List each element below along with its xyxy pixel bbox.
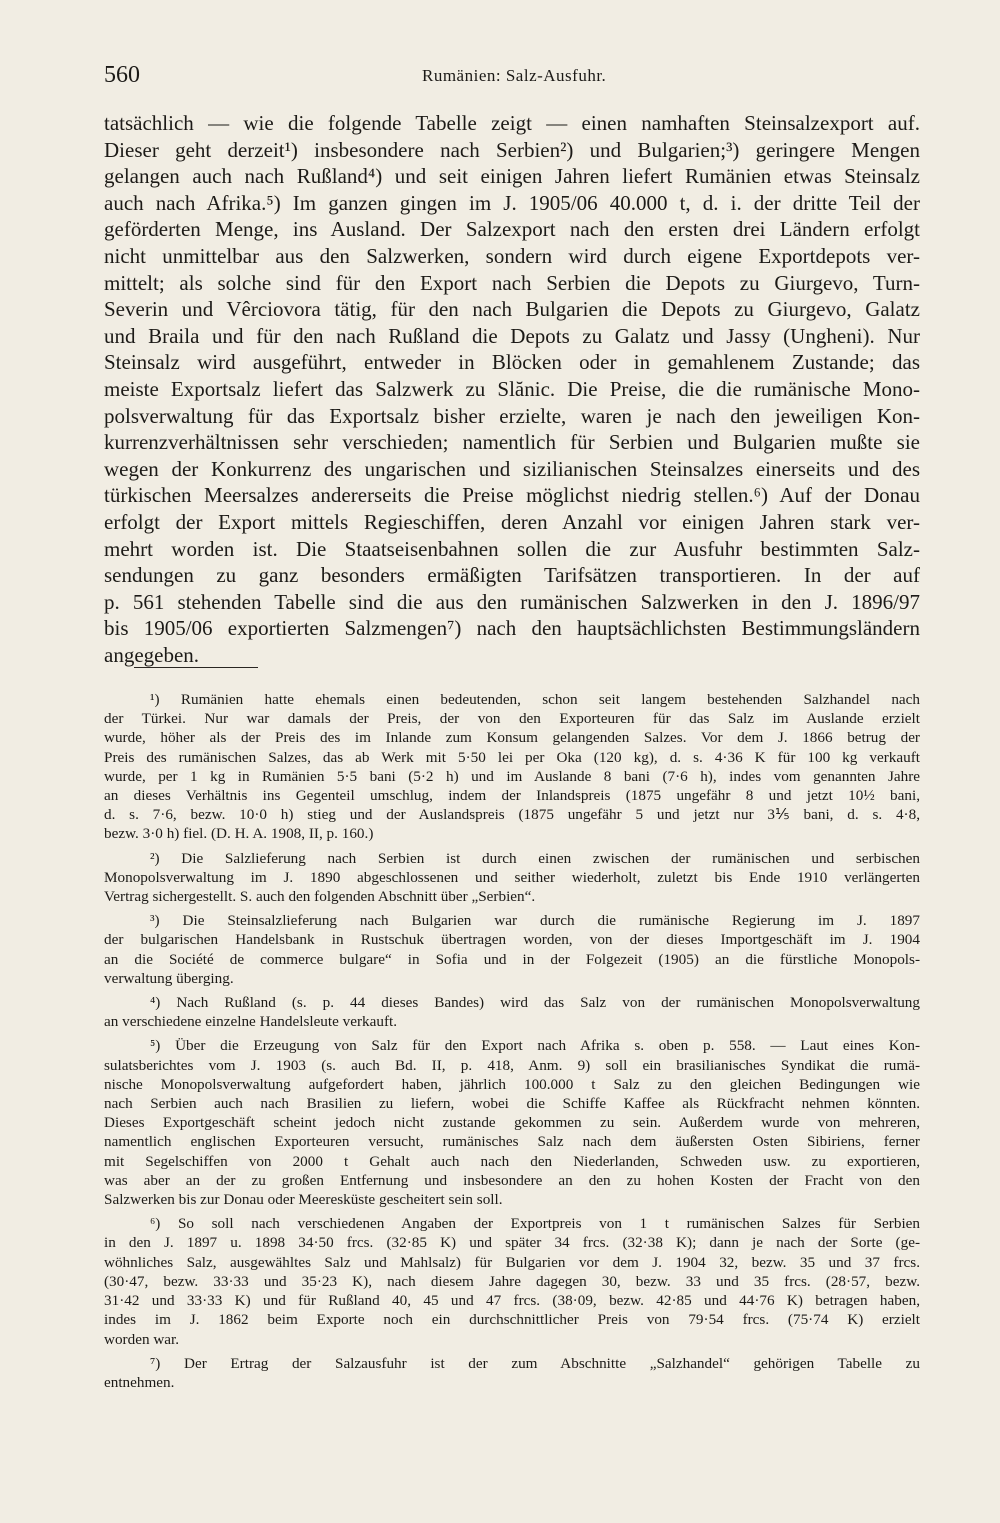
footnote-line: in den J. 1897 u. 1898 34·50 frcs. (32·85 K) und später 34 frcs. (32·38 K); dann je nach der Sorte (ge- [104, 1234, 920, 1252]
footnote-separator [134, 667, 258, 668]
footnote [104, 1354, 920, 1392]
body-line: wegen der Konkurrenz des ungarischen und sizilianischen Steinsalzes einerseits und des [104, 456, 920, 481]
footnote-line: Vertrag sichergestellt. S. auch den folgenden Abschnitt über „Serbien“. [104, 888, 536, 906]
footnote-line: nische Monopolsverwaltung aufgefordert haben, jährlich 100.000 t Salz zu den gleichen Bedingungen wie [104, 1075, 920, 1093]
running-head: Rumänien: Salz-Ausfuhr. [422, 66, 607, 85]
footnote [104, 690, 920, 844]
footnote-line: Salzwerken bis zur Donau oder Meeresküste gescheitert sein soll. [104, 1191, 503, 1209]
body-line: Steinsalz wird ausgeführt, entweder in Blöcken oder in gemahlenem Zustande; das [104, 350, 920, 375]
footnote-line: der Türkei. Nur war damals der Preis, der von den Exporteuren für das Salz im Auslande erzielt [104, 710, 920, 728]
body-line: nicht unmittelbar aus den Salzwerken, sondern wird durch eigene Exportdepots ver- [104, 243, 920, 268]
footnote-line: wöhnliches Salz, ausgewähltes Salz und Mahlsalz) für Bulgarien vor dem J. 1904 32, bezw. 35 und 37 frcs. [104, 1253, 920, 1271]
footnote-line: mit Segelschiffen von 2000 t Gehalt auch nach den Niederlanden, Schweden usw. zu exportieren, [104, 1152, 920, 1170]
footnote-line: ²) Die Salzlieferung nach Serbien ist durch einen zwischen der rumänischen und serbischen [150, 849, 920, 867]
body-line: und Braila und für den nach Rußland die Depots zu Galatz und Jassy (Ungheni). Nur [104, 323, 920, 348]
footnote-line: Monopolsverwaltung im J. 1890 abgeschlossenen und seither wiederholt, zuletzt bis Ende 1910 verlängerten [104, 868, 920, 886]
footnote-line: der bulgarischen Handelsbank in Rustschuk übertragen worden, von der dieses Importgeschäft im J. 1904 [104, 931, 920, 949]
footnotes [104, 690, 920, 1397]
body-line: mittelt; als solche sind für den Export nach Serbien die Depots zu Giurgevo, Turn- [104, 270, 920, 295]
body-line: kurrenzverhältnissen sehr verschieden; namentlich für Serbien und Bulgarien mußte sie [104, 430, 920, 455]
body-line: angegeben. [104, 642, 200, 667]
body-line: geförderten Menge, ins Ausland. Der Salzexport nach den ersten drei Ländern erfolgt [104, 217, 920, 242]
footnote-line: wurde, höher als der Preis des im Inlande zum Konsum gelangenden Salzes. Vor dem J. 1866 betrug der [104, 729, 920, 747]
body-line: türkischen Meersalzes andererseits die Preise möglichst niedrig stellen.⁶) Auf der Donau [104, 483, 920, 508]
body-line: sendungen zu ganz besonders ermäßigten Tarifsätzen transportieren. In der auf [104, 563, 920, 588]
body-line: polsverwaltung für das Exportsalz bisher erzielte, waren je nach den jeweiligen Kon- [104, 403, 920, 428]
body-paragraph [104, 110, 920, 668]
footnote-line: indes im J. 1862 beim Exporte noch ein durchschnittlicher Preis von 79·54 frcs. (75·74 K) erzielt [104, 1311, 920, 1329]
footnote [104, 1214, 920, 1348]
body-line: meiste Exportsalz liefert das Salzwerk zu Slănic. Die Preise, die die rumänische Mono- [104, 376, 920, 401]
footnote-line: worden war. [104, 1330, 180, 1348]
footnote-line: bezw. 3·0 h) fiel. (D. H. A. 1908, II, p. 160.) [104, 825, 374, 843]
footnote-line: an verschiedene einzelne Handelsleute verkauft. [104, 1013, 398, 1031]
footnote [104, 1036, 920, 1209]
footnote-line: ⁴) Nach Rußland (s. p. 44 dieses Bandes) wird das Salz von der rumänischen Monopolsverwaltung [150, 994, 920, 1012]
page-header [104, 62, 920, 102]
body-line: auch nach Afrika.⁵) Im ganzen gingen im J. 1905/06 40.000 t, d. i. der dritte Teil der [104, 190, 920, 215]
footnote [104, 911, 920, 988]
body-line: p. 561 stehenden Tabelle sind die aus den rumänischen Salzwerken in den J. 1896/97 [104, 589, 920, 614]
body-line: Severin und Vêrciovora tätig, für den nach Bulgarien die Depots zu Giurgevo, Galatz [104, 297, 920, 322]
body-line: bis 1905/06 exportierten Salzmengen⁷) nach den hauptsächlichsten Bestimmungsländern [104, 616, 920, 641]
footnote-line: was aber an der zu großen Entfernung und insbesondere an den zu hohen Kosten der Fracht von den [104, 1171, 920, 1189]
footnote-line: (30·47, bezw. 33·33 und 35·23 K), nach diesem Jahre dagegen 30, bezw. 33 und 35 frcs. (28·57, bezw. [104, 1272, 920, 1290]
page-number: 560 [104, 62, 140, 88]
footnote-line: an die Société de commerce bulgare“ in Sofia und in der Folgezeit (1905) an die fürstliche Monopols- [104, 950, 920, 968]
footnote-line: namentlich englischen Exporteuren versucht, rumänisches Salz nach dem äußersten Osten Sibiriens, ferner [104, 1133, 920, 1151]
body-line: gelangen auch nach Rußland⁴) und seit einigen Jahren liefert Rumänien etwas Steinsalz [104, 164, 920, 189]
footnote-line: an dieses Verhältnis ins Gegenteil umschlug, indem der Inlandspreis (1875 ungefähr 8 und jetzt 10½ bani, [104, 787, 920, 805]
footnote-line: d. s. 7·6, bezw. 10·0 h) stieg und der Auslandspreis (1875 ungefähr 5 und jetzt nur 3⅕ bani, d. s. 4·8, [104, 806, 920, 824]
body-line: tatsächlich — wie die folgende Tabelle zeigt — einen namhaften Steinsalzexport auf. [104, 111, 920, 135]
footnote-line: Dieses Exportgeschäft scheint jedoch nicht zustande gekommen zu sein. Außerdem wurde von mehreren, [104, 1114, 920, 1132]
footnote-line: ⁶) So soll nach verschiedenen Angaben der Exportpreis von 1 t rumänischen Salzes für Serbien [150, 1215, 920, 1233]
footnote [104, 849, 920, 907]
footnote-line: verwaltung überging. [104, 969, 234, 987]
footnote-line: nach Serbien auch nach Brasilien zu liefern, wobei die Schiffe Kaffee als Rückfracht nehmen könnten. [104, 1095, 920, 1113]
footnote-line: wurde, per 1 kg in Rumänien 5·5 bani (5·2 h) und im Auslande 8 bani (7·6 h), indes vom genannten Jahre [104, 767, 920, 785]
footnote-line: Preis des rumänischen Salzes, das ab Werk mit 5·50 lei per Oka (120 kg), d. s. 4·36 K für 100 kg verkauft [104, 748, 920, 766]
footnote [104, 993, 920, 1031]
footnote-line: 31·42 und 33·33 K) und für Rußland 40, 45 und 47 frcs. (38·09, bezw. 42·85 und 44·76 K) betragen haben, [104, 1292, 920, 1310]
footnote-line: ⁵) Über die Erzeugung von Salz für den Export nach Afrika s. oben p. 558. — Laut eines Kon- [150, 1037, 920, 1055]
footnote-line: entnehmen. [104, 1373, 175, 1391]
footnote-line: sulatsberichtes vom J. 1903 (s. auch Bd. II, p. 418, Anm. 9) soll ein brasilianisches Syndikat die rumä- [104, 1056, 920, 1074]
footnote-line: ⁷) Der Ertrag der Salzausfuhr ist der zum Abschnitte „Salzhandel“ gehörigen Tabelle zu [150, 1354, 920, 1372]
footnote-line: ³) Die Steinsalzlieferung nach Bulgarien war durch die rumänische Regierung im J. 1897 [150, 912, 920, 930]
body-line: mehrt worden ist. Die Staatseisenbahnen sollen die zur Ausfuhr bestimmten Salz- [104, 536, 920, 561]
body-line: Dieser geht derzeit¹) insbesondere nach Serbien²) und Bulgarien;³) geringere Mengen [104, 137, 920, 162]
footnote-line: ¹) Rumänien hatte ehemals einen bedeutenden, schon seit langem bestehenden Salzhandel nach [150, 691, 920, 708]
body-line: erfolgt der Export mittels Regieschiffen, deren Anzahl vor einigen Jahren stark ver- [104, 509, 920, 534]
